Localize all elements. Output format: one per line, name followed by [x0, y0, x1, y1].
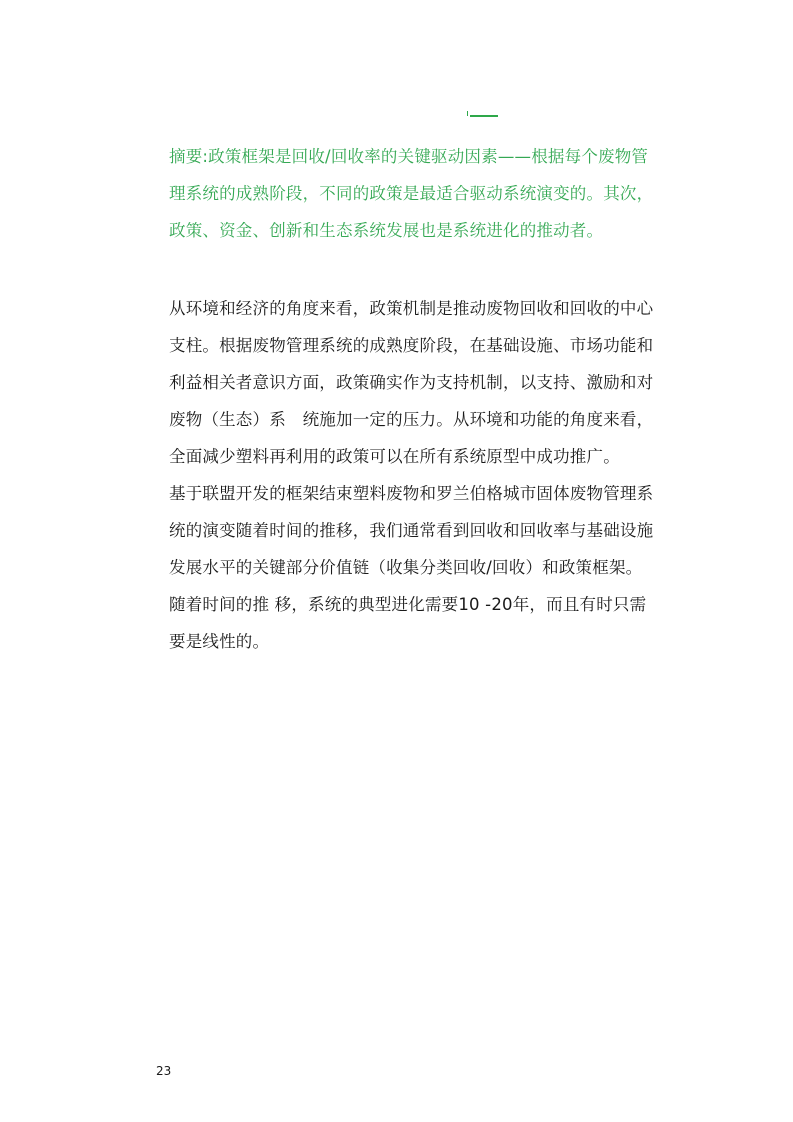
body-line: 全面减少塑料再利用的政策可以在所有系统原型中成功推广。	[169, 447, 620, 466]
body-line: 要是线性的。	[169, 632, 270, 651]
body-line: 从环境和经济的角度来看，政策机制是推动废物回收和回收的中心	[169, 299, 654, 318]
body-line: 发展水平的关键部分价值链（收集分类回收/回收）和政策框架。	[169, 558, 643, 577]
header-rule-tick	[467, 111, 468, 116]
body-line: 随着时间的推 移，系统的典型进化需要10 -20年，而且有时只需	[169, 595, 647, 614]
page-number: 23	[156, 1064, 172, 1078]
body-line: 基于联盟开发的框架结束塑料废物和罗兰伯格城市固体废物管理系	[169, 484, 654, 503]
body-line: 利益相关者意识方面，政策确实作为支持机制，以支持、激励和对	[169, 373, 654, 392]
body-line: 统的演变随着时间的推移，我们通常看到回收和回收率与基础设施	[169, 521, 654, 540]
abstract-paragraph	[169, 138, 689, 249]
body-line: 支柱。根据废物管理系统的成熟度阶段，在基础设施、市场功能和	[169, 336, 654, 355]
abstract-line: 政策、资金、创新和生态系统发展也是系统进化的推动者。	[169, 221, 604, 240]
body-line: 废物（生态）系 统施加一定的压力。从环境和功能的角度来看，	[169, 410, 654, 429]
abstract-line: 摘要:政策框架是回收/回收率的关键驱动因素——根据每个废物管	[169, 147, 649, 166]
abstract-line: 理系统的成熟阶段，不同的政策是最适合驱动系统演变的。其次，	[169, 184, 654, 203]
header-rule	[470, 115, 498, 117]
body-paragraph	[169, 290, 689, 660]
